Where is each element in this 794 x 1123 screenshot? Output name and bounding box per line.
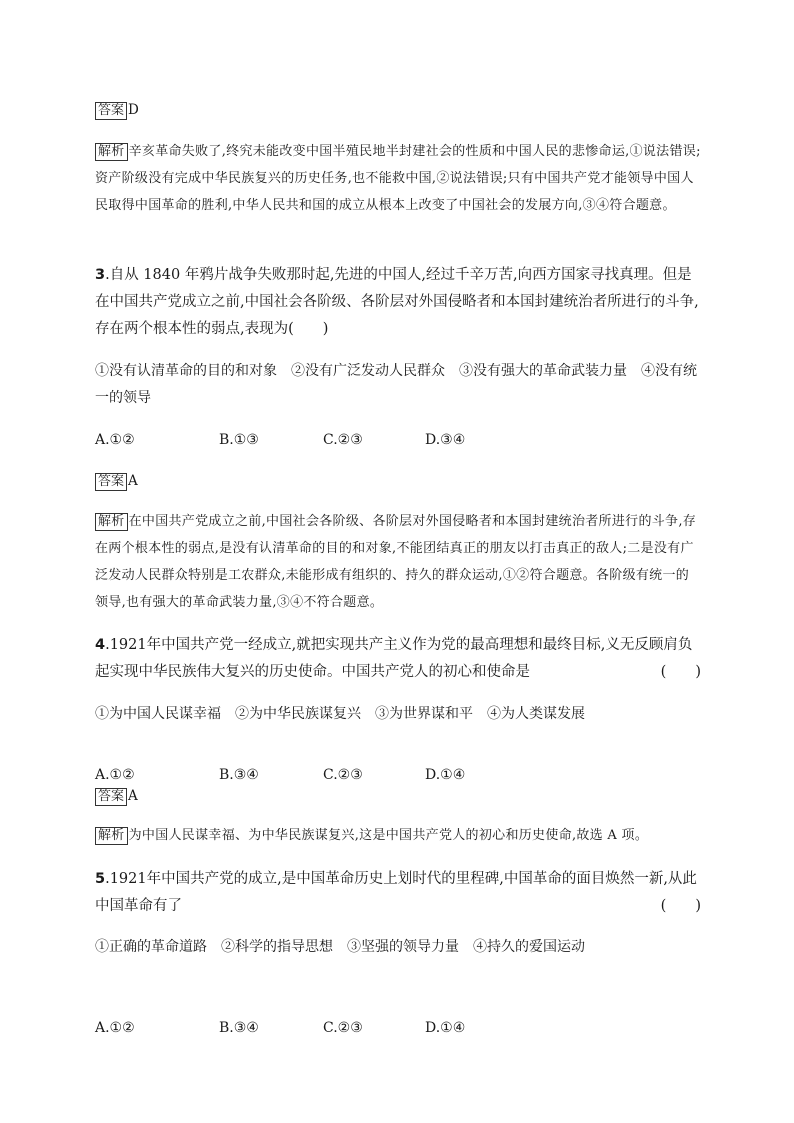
q3-stem [95,262,701,343]
answer-parentheses: ( ) [660,664,701,680]
q4-explanation [95,822,701,849]
answer-parentheses: ( ) [660,898,701,914]
q2-explanation [95,138,701,219]
choice-c[interactable]: C.②③ [323,1020,363,1036]
q5-statements [95,934,701,961]
q4-answer [95,786,701,806]
choice-c[interactable]: C.②③ [323,767,363,783]
question-number: 4 [95,637,106,653]
choice-c[interactable]: C.②③ [323,432,363,448]
question-number: 5 [95,871,106,887]
answer-tag: 答案 [95,473,127,491]
answer-value: A [128,473,138,489]
choice-d[interactable]: D.①④ [425,1020,466,1036]
choice-a[interactable]: A.①② [95,432,135,448]
answer-tag: 答案 [95,788,127,806]
q5-choices [95,1018,701,1038]
statements-text: ①没有认清革命的目的和对象 ②没有广泛发动人民群众 ③没有强大的革命武装力量 ④没有统一的领导 [95,363,697,406]
explanation-text: 在中国共产党成立之前,中国社会各阶级、各阶层对外国侵略者和本国封建统治者所进行的斗争,存在两个根本性的弱点,是没有认清革命的目的和对象,不能团结真正的朋友以打击真正的敌人;二是没有广泛发动人民群众特别是工农群众,未能形成有组织的、持久的群众运动,①②符合题意。各阶级有统一的领导,也有强大的革命武装力量,③④不符合题意。 [95,514,697,610]
choice-a[interactable]: A.①② [95,767,135,783]
choice-d[interactable]: D.①④ [425,767,466,783]
choice-b[interactable]: B.①③ [219,432,259,448]
q2-answer [95,100,701,120]
explain-tag: 解析 [95,513,128,531]
explanation-text: 辛亥革命失败了,终究未能改变中国半殖民地半封建社会的性质和中国人民的悲惨命运,①说法错误;资产阶级没有完成中华民族复兴的历史任务,也不能救中国,②说法错误;只有中国共产党才能领导中国人民取得中国革命的胜利,中华人民共和国的成立从根本上改变了中国社会的发展方向,③④符合题意。 [95,144,701,213]
question-number: 3 [95,267,106,283]
q3-statements [95,358,701,412]
question-text: .1921年中国共产党一经成立,就把实现共产主义作为党的最高理想和最终目标,义无反顾肩负起实现中华民族伟大复兴的历史使命。中国共产党人的初心和使命是 [95,637,693,680]
q3-choices [95,430,701,450]
q4-choices [95,765,701,785]
question-text: .1921年中国共产党的成立,是中国革命历史上划时代的里程碑,中国革命的面目焕然一新,从此中国革命有了 [95,871,697,914]
statements-text: ①正确的革命道路 ②科学的指导思想 ③坚强的领导力量 ④持久的爱国运动 [95,939,585,955]
explanation-text: 为中国人民谋幸福、为中华民族谋复兴,这是中国共产党人的初心和历史使命,故选 A 项。 [128,828,649,843]
choice-a[interactable]: A.①② [95,1020,135,1036]
answer-tag: 答案 [95,102,127,120]
q3-explanation [95,508,701,616]
q4-stem [95,632,701,686]
statements-text: ①为中国人民谋幸福 ②为中华民族谋复兴 ③为世界谋和平 ④为人类谋发展 [95,706,585,722]
choice-b[interactable]: B.③④ [219,1020,259,1036]
explain-tag: 解析 [95,143,128,161]
choice-b[interactable]: B.③④ [219,767,259,783]
explain-tag: 解析 [95,827,128,845]
q4-statements [95,701,701,728]
q3-answer [95,471,701,491]
choice-d[interactable]: D.③④ [425,432,466,448]
question-text: .自从 1840 年鸦片战争失败那时起,先进的中国人,经过千辛万苦,向西方国家寻找真理。但是在中国共产党成立之前,中国社会各阶级、各阶层对外国侵略者和本国封建统治者所进行的斗争,存在两个根本性的弱点,表现为( ) [95,267,699,337]
answer-value: D [128,102,139,118]
answer-value: A [128,788,138,804]
q5-stem [95,866,701,920]
